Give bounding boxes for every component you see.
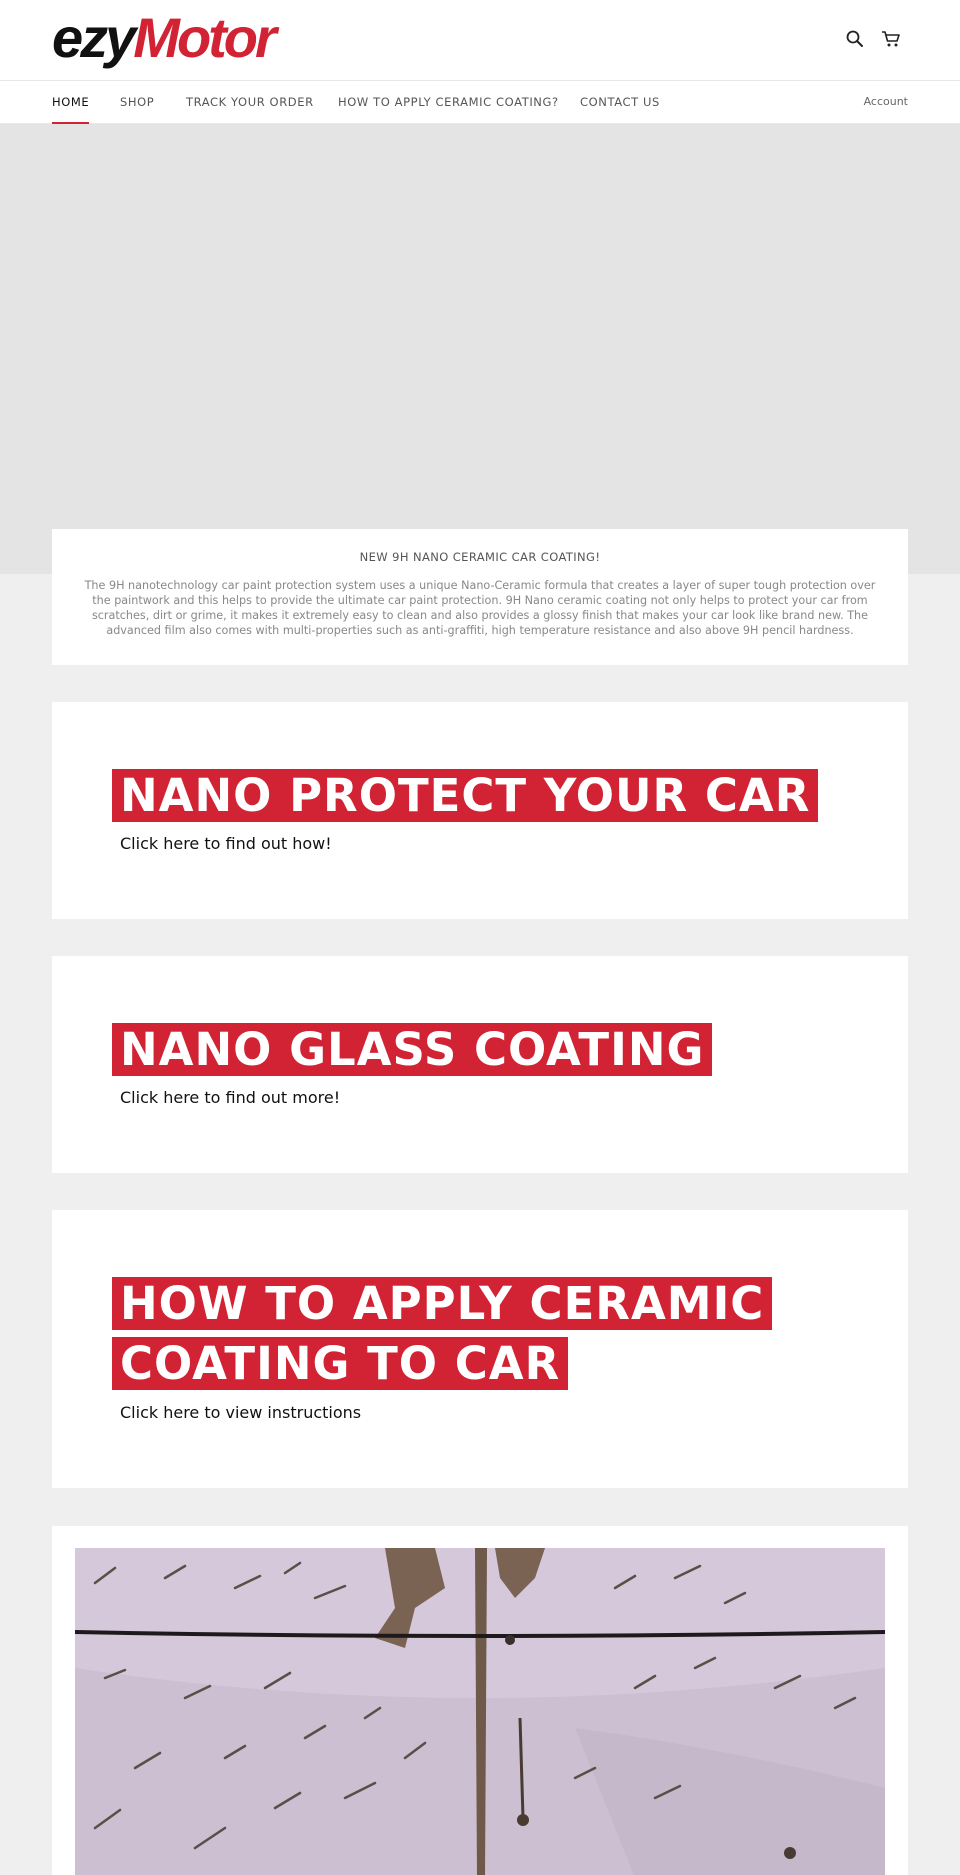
car-coating-image [75,1548,885,1875]
promo-heading: NANO GLASS COATING [112,1020,832,1080]
logo-part2: Motor [133,6,274,69]
promo-nano-protect[interactable] [52,702,908,919]
intro-section [52,529,908,665]
nav-item-track-order[interactable]: TRACK YOUR ORDER [186,95,314,109]
promo-glass-coating[interactable] [52,956,908,1173]
intro-title: NEW 9H NANO CERAMIC CAR COATING! [359,550,601,564]
promo-how-to-apply[interactable] [52,1210,908,1488]
cart-icon[interactable] [880,28,902,50]
promo-subtext[interactable]: Click here to find out more! [120,1088,341,1107]
nav-item-contact[interactable]: CONTACT US [580,95,660,109]
logo-part1: ezy [52,6,134,69]
promo-subtext[interactable]: Click here to find out how! [120,834,332,853]
intro-text: The 9H nanotechnology car paint protection system uses a unique Nano-Ceramic formula that creates a layer of super tough protection over the paintwork and this helps to provide the ultimate car paint protection. 9H Nano ceramic coating not only helps to protect your car from scratches, dirt or grime, it makes it extremely easy to clean and also provides a glossy finish that makes your car look like brand new. The advanced film also comes with multi-properties such as anti-graffiti, high temperature resistance and also above 9H pencil hardness. [84,579,876,637]
search-icon[interactable] [844,28,866,50]
promo-heading: NANO PROTECT YOUR CAR [112,766,832,826]
account-link[interactable]: Account [863,95,908,108]
nav-item-home[interactable]: HOME [52,81,89,124]
hero-banner [0,124,960,574]
nav-item-shop[interactable]: SHOP [120,95,155,109]
site-header [0,0,960,80]
image-card [52,1526,908,1875]
brand-logo[interactable] [52,8,274,68]
promo-heading: HOW TO APPLY CERAMIC COATING TO CAR [112,1274,832,1394]
main-nav [0,80,960,124]
nav-item-ceramic-coating[interactable]: HOW TO APPLY CERAMIC COATING? [338,95,559,109]
promo-subtext[interactable]: Click here to view instructions [120,1403,362,1422]
